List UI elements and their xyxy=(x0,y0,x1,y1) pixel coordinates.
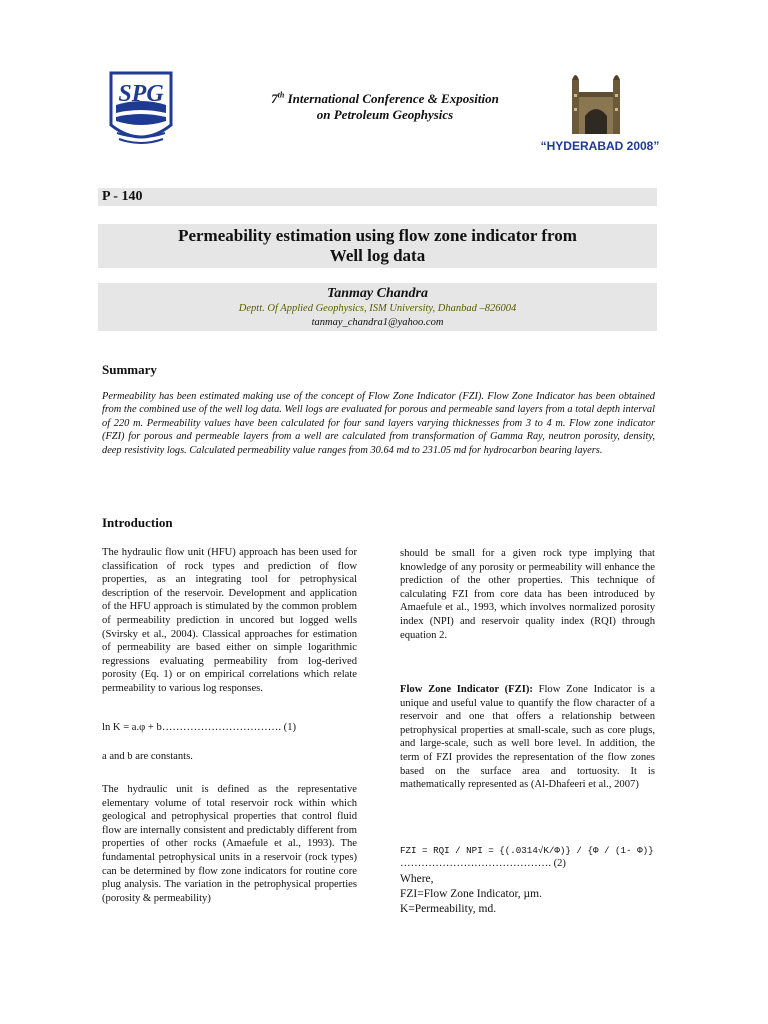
constants-note: a and b are constants. xyxy=(102,751,193,762)
fzi-heading: Flow Zone Indicator (FZI): xyxy=(400,684,533,695)
summary-text: Permeability has been estimated making use of the concept of Flow Zone Indicator (FZI). Flow Zone Indicator has been obtained from the combined use of the well log data. Well logs are evaluated for porous and permeable sand layers from a total depth interval of 220 m. Permeability values have been calculated for four sand layers varying thicknesses from 3 to 4 m. Flow zone indicator (FZI) for porous and permeable layers from a well are calculated from transformation of Gamma Ray, neutron porosity, density, deep resistivity logs. Calculated permeability value ranges from 30.64 md to 231.05 md for hydrocarbon bearing layers. xyxy=(102,391,655,456)
paper-number-band xyxy=(98,188,657,206)
paper-title: Permeability estimation using flow zone indicator from Well log data xyxy=(178,226,577,265)
author-affiliation: Deptt. Of Applied Geophysics, ISM University, Dhanbad –826004 xyxy=(238,303,517,314)
author-name: Tanmay Chandra xyxy=(326,286,428,301)
where-label: Where, xyxy=(400,873,434,885)
equation-1: ln K = a.φ + b……………………………. (1) xyxy=(102,722,297,733)
permeability-definition: K=Permeability, md. xyxy=(400,903,497,915)
fzi-definition: FZI=Flow Zone Indicator, µm. xyxy=(400,888,543,900)
introduction-heading: Introduction xyxy=(102,515,173,530)
intro-paragraph-1: The hydraulic flow unit (HFU) approach has been used for classification of rock types and prediction of flow properties, as an integrating tool for petrophysical description of the reservoir. Development and application of the HFU approach is stimulated by the common problem of permeability prediction in uncored but logged wells (Svirsky et al., 2004). Classical approaches for estimation of permeability are based either on simple logarithmic regressions evaluating permeability from log-derived porosity (Eq. 1) or on empirical correlations which relate permeability to various log responses. xyxy=(102,547,357,694)
equation-2-number: ……………………………………. (2) xyxy=(400,858,566,869)
society-logo xyxy=(107,69,175,151)
intro-paragraph-2: The hydraulic unit is defined as the representative elementary volume of total reservoir rock within which geological and petrophysical properties that control fluid flow are internally consistent and predictably different from properties of other rocks (Amaefule et al., 1993). The fundamental petrophysical units in a reservoir (rock types) can be determined by flow zone indicators for routine core plug analysis. The variation in the petrophysical properties (porosity & permeability) xyxy=(102,784,357,904)
intro-paragraph-3: should be small for a given rock type implying that knowledge of any porosity or permeability will enhance the prediction of the other properties. This technique of calculating FZI from core data has been introduced by Amaefule et al., 1993, which involves normalized porosity index (NPI) and reservoir quality index (RQI) through equation 2. xyxy=(400,548,655,641)
logo-lettering: SPG xyxy=(118,81,164,107)
author-email: tanmay_chandra1@yahoo.com xyxy=(311,317,444,328)
charminar-illustration xyxy=(566,66,626,136)
conference-title: 7th International Conference & Exposition on Petroleum Geophysics xyxy=(271,90,499,122)
summary-heading: Summary xyxy=(102,362,157,377)
event-city: “HYDERABAD 2008” xyxy=(540,139,660,153)
fzi-paragraph: Flow Zone Indicator (FZI): Flow Zone Indicator is a unique and useful value to quantify the flow character of a reservoir and one that offers a relationship between petrophysical properties at small-scale, such as core plugs, and large-scale, such as well bore level. In addition, the term of FZI provides the representation of the flow zones based on the surface area and tortuosity. It is mathematically represented as (Al-Dhafeeri et al., 2007) xyxy=(400,684,655,791)
equation-2: FZI = RQI / NPI = {(.0314√K/Φ)} / {Φ / (1- Φ)} xyxy=(400,845,654,856)
paper-number: P - 140 xyxy=(102,189,143,204)
